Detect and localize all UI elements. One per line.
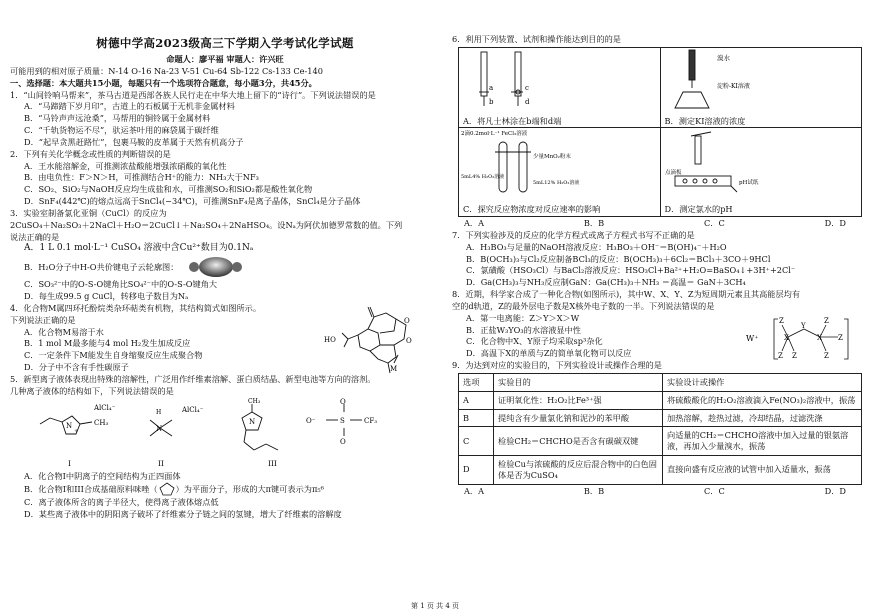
q7-option-a: A．H₃BO₃与足量的NaOH溶液反应：H₃BO₃＋OH⁻＝B(OH)₄⁻＋H₂O [466,241,727,252]
section-heading: 一、选择题：本大题共15小题，每题只有一个选项符合题意，每小题3分，共45分。 [10,77,317,88]
q8-z-3: Z [792,352,797,361]
q3-stem: 3．实验室制备氯化亚铜（CuCl）的反应为 [10,207,167,218]
q8-option-d: D．高温下X的单质与Z的简单氧化物可以反应 [466,348,632,359]
q6-cell-c [459,128,661,217]
titration-apparatus [661,48,861,112]
q2-option-c: C．SO₂、SiO₂与NaOH反应均生成盐和水，可推测SO₂和SiO₂都是酸性氧化物 [24,184,313,195]
q9-row-a-purpose: 证明氧化性：H₂O₂比Fe³⁺强 [494,391,663,409]
q9-row-c-option: C [459,427,494,456]
q9-row-d-purpose: 检验Cu与浓硫酸的反应后混合物中的白色固体是否为CuSO₄ [494,456,663,485]
q8-stem-2: 空的d轨道，Z的最外层电子数是X核外电子数的一半。下列说法错误的是 [452,300,715,311]
q4-option-d: D．分子中不含有手性碳原子 [24,362,129,373]
q5-cf3: CF₃ [364,416,378,425]
q8-z-1: Z [779,317,784,326]
q9-row-c-purpose: 检验CH₂＝CHCHO是否含有碳碳双键 [494,427,663,456]
atomic-masses: 可能用到的相对原子质量：N-14 O-16 Na-23 V-51 Cu-64 Sb-122 Cs-133 Ce-140 [10,66,323,76]
q5-i-ch3: CH₃ [94,418,109,427]
right-column [448,0,870,614]
q3-option-a: A．1 L 0.1 mol·L⁻¹ CuSO₄ 溶液中含Cu²⁺数目为0.1Nₐ [24,243,254,254]
q2-option-b: B．由电负性：F＞N＞H，可推测结合H⁺的能力：NH₃大于NF₃ [24,172,259,183]
q9-answer-d: D．D [824,485,846,496]
q9-answer-b: B．B [583,485,605,496]
q8-x-right: X [817,334,822,343]
q4-ho-label: HO [324,335,336,344]
q3-stem-2: 说法正确的是 [10,231,60,242]
q5-stem-2: 几种离子液体的结构如下，下列说法错误的是 [10,385,174,396]
q6-figure-grid [458,47,862,217]
q6-label-b: b [489,97,494,106]
q4-stem-2: 下列说法正确的是 [10,314,76,325]
svg-text:O: O [406,336,412,345]
svg-text:O: O [340,437,346,446]
q6-cell-b [660,47,862,128]
q6-option-d: D．测定氯水的pH [664,204,733,215]
q6-label-ki: 淀粉-KI溶液 [716,82,750,90]
q1-stem: 1．“山间铃响马帮来”，茶马古道是西部各族人民行走在中华大地上留下的“诗行”。下列说法错误的是 [10,89,376,100]
q9-header-option: 选项 [459,373,494,391]
svg-text:N: N [156,424,163,433]
q9-header-row [459,373,862,391]
q2-option-d: D．SnF₄(442℃)的熔点远高于SnCl₄(−34℃)，可推测SnF₄是离子晶体，SnCl₄是分子晶体 [24,196,361,207]
q5-option-b-post: ）为平面分子，形成的大π键可表示为π₅⁶ [175,483,324,494]
test-tube-apparatus [459,128,659,200]
q8-option-c: C．化合物中X、Y原子均采取sp³杂化 [466,336,603,347]
q5-option-a: A．化合物I中阴离子的空间结构为正四面体 [24,470,181,481]
q6-option-b: B．测定KI溶液的浓度 [664,115,746,126]
svg-text:N: N [66,421,73,430]
q6-answer-a: A．A [464,218,485,229]
q9-row-b-purpose: 提纯含有少量氯化钠和泥沙的苯甲酸 [494,409,663,427]
q1-option-b: B．“马铃声声远沧桑”，马帮用的铜铃属于金属材料 [24,113,211,124]
q8-compound-structure [744,307,864,367]
table-row [459,391,862,409]
q6-cell-a [459,47,661,128]
q6-label-ph: pH试纸 [738,180,758,187]
q2-option-a: A．王水能溶解金，可推测浓盐酸能增强浓硝酸的氧化性 [24,160,227,171]
q5-stem: 5．新型离子液体表现出特殊的溶解性，广泛用作纤维素溶解、蛋白质结晶、新型电池等方向的溶剂。 [10,373,376,384]
q8-z-6: Z [838,334,843,343]
q5-option-b-pre: B．化合物I和III合成基础原料咪唑（ [24,483,158,494]
q4-stem: 4．化合物M属四环托酚烷类杂环萜类有机物，其结构简式如图所示。 [10,302,262,313]
q4-option-a: A．化合物M易溶于水 [24,326,104,337]
q9-row-b-option: B [459,409,494,427]
q9-table [458,373,862,485]
table-row [459,456,862,485]
q3-equation: 2CuSO₄＋Na₂SO₃＋2NaCl＋H₂O＝2CuCl↓＋Na₂SO₄＋2NaHSO₄。设Nₐ为阿伏加德罗常数的值。下列 [10,219,403,230]
q9-row-d-design: 直接向盛有反应液的试管中加入适量水，振荡 [663,456,862,485]
q6-option-c: C．探究反应物浓度对反应速率的影响 [463,204,601,215]
ph-test-apparatus [661,128,861,200]
q8-option-a: A．第一电离能：Z＞Y＞X＞W [466,312,580,323]
q5-ii-anion: AlCl₄⁻ [182,405,204,414]
q9-row-d-option: D [459,456,494,485]
q9-answer-options [452,486,866,497]
svg-text:N: N [249,417,256,426]
q8-stem: 8．近期，科学家合成了一种化合物(如图所示)，其中W、X、Y、Z为短周期元素且其高能层均有 [452,289,801,300]
q2-stem: 2．下列有关化学概念或性质的判断错误的是 [10,148,171,159]
q5-label-i: I [68,458,71,468]
q9-row-a-design: 将硫酸酸化的H₂O₂溶液滴入Fe(NO₃)₂溶液中，振荡 [663,391,862,409]
q4-option-b: B．1 mol M最多能与4 mol H₂发生加成反应 [24,338,191,349]
electron-cloud-diagram [184,256,244,278]
q5-option-b-row [10,482,440,496]
q8-w-label: W⁺ [746,334,759,344]
q6-stem: 6．利用下列装置、试剂和操作能达到目的的是 [452,34,621,44]
q3-option-b-row [10,256,440,278]
q5-label-ii: II [158,458,164,468]
q9-row-c-design: 向适量的CH₂＝CHCHO溶液中加入过量的银氨溶液，再加入少量溴水，振荡 [663,427,862,456]
q5-label-iii: III [268,458,277,468]
q9-stem: 9．为达到对应的实验目的，下列实验设计或操作合理的是 [452,360,662,371]
q4-m-label: M [390,364,398,373]
q6-label-h2o2-12: 5mL12% H₂O₂溶液 [533,180,580,187]
q6-answer-c: C．C [704,218,725,229]
q6-label-mno2: 少量MnO₂粉末 [533,154,571,161]
q8-y-label: Y [801,322,806,331]
q1-option-a: A．“马蹄踏下岁月印”，古道上的石板属于无机非金属材料 [24,101,235,112]
table-row [459,427,862,456]
q6-cell-d [660,128,862,217]
svg-text:S: S [340,416,345,425]
q6-label-plate: 点滴板 [664,170,682,177]
q6-answer-d: D．D [824,218,846,229]
q6-answer-b: B．B [583,218,605,229]
q9-header-design: 实验设计或操作 [663,373,862,391]
q7-stem: 7．下列实验涉及的反应的化学方程式或离子方程式书写不正确的是 [452,229,695,240]
svg-text:+: + [74,427,79,434]
svg-text:O: O [340,397,346,406]
q4-option-c: C．一定条件下M能发生自身缩聚反应生成聚合物 [24,350,203,361]
imidazole-icon [158,482,176,496]
q5-i-anion: AlCl₄⁻ [94,403,116,412]
svg-text:O: O [404,316,410,325]
q6-label-bromine: 溴水 [716,53,730,62]
q6-label-d: d [525,97,530,106]
q9-answer-a: A．A [464,485,485,496]
q3-option-d: D．每生成99.5 g CuCl，转移电子数目为Nₐ [24,291,189,302]
burette-apparatus [459,48,659,112]
svg-text:H: H [156,408,162,416]
q8-z-4: Z [824,317,829,326]
q8-x-left: X [784,334,789,343]
q9-answer-c: C．C [704,485,725,496]
authors: 命题人：廖平福 审题人：许兴旺 [166,54,284,65]
q6-label-h2o2-4: 5mL4% H₂O₂溶液 [461,174,505,181]
ionic-liquid-structures [10,398,430,470]
table-row [459,409,862,427]
q6-label-a: a [489,83,494,92]
q6-answer-options [452,218,866,229]
q8-option-b: B．正盐W₃YO₃的水溶液显中性 [466,324,581,335]
q9-row-a-option: A [459,391,494,409]
q3-option-b: B．H₂O分子中H-O共价键电子云轮廓图： [24,261,179,272]
q6-label-fecl3: 2滴0.2mol·L⁻¹ FeCl₃溶液 [461,131,528,138]
q7-option-c: C．氯磺酸（HSO₃Cl）与BaCl₂溶液反应：HSO₃Cl+Ba²⁺+H₂O=BaSO₄↓+3H⁺+2Cl⁻ [466,265,796,276]
q1-option-d: D．“起早贪黑赶路忙”，包裹马鞍的皮革属于天然有机高分子 [24,136,244,147]
q1-option-c: C．“千轨货物运不尽”，驮运茶叶用的麻袋属于碳纤维 [24,125,219,136]
q7-option-d: D．Ga(CH₃)₃与NH₃反应制GaN：Ga(CH₃)₃＋NH₃ ＝高温＝ GaN＋3CH₄ [466,277,746,288]
q5-option-d: D．某些离子液体中的阴阳离子破坏了纤维素分子链之间的氢键，增大了纤维素的溶解度 [24,509,342,520]
svg-text:O⁻: O⁻ [306,416,316,425]
q8-z-5: Z [824,352,829,361]
q9-row-b-design: 加热溶解，趁热过滤，冷却结晶，过滤洗涤 [663,409,862,427]
q7-option-b: B．B(OCH₃)₃与Cl₂反应制备BCl₃的反应：B(OCH₃)₃＋6Cl₂＝BCl₃＋3CO＋9HCl [466,253,771,264]
q6-label-c: c [525,83,529,92]
q6-option-a: A．将凡士林涂在b端和d端 [463,115,562,126]
page-footer: 第 1 页 共 4 页 [410,601,460,610]
compound-m-structure [318,299,418,377]
q3-option-c: C．SO₃²⁻中的O-S-O键角比SO₄²⁻中的O-S-O键角大 [24,279,218,290]
q8-z-2: Z [778,352,783,361]
q5-option-c: C．离子液体所含的离子半径大，使得离子液体熔点低 [24,497,219,508]
q5-iii-ch3: CH₃ [248,397,261,405]
page-title: 树德中学高2023级高三下学期入学考试化学试题 [96,36,354,50]
q9-header-purpose: 实验目的 [494,373,663,391]
